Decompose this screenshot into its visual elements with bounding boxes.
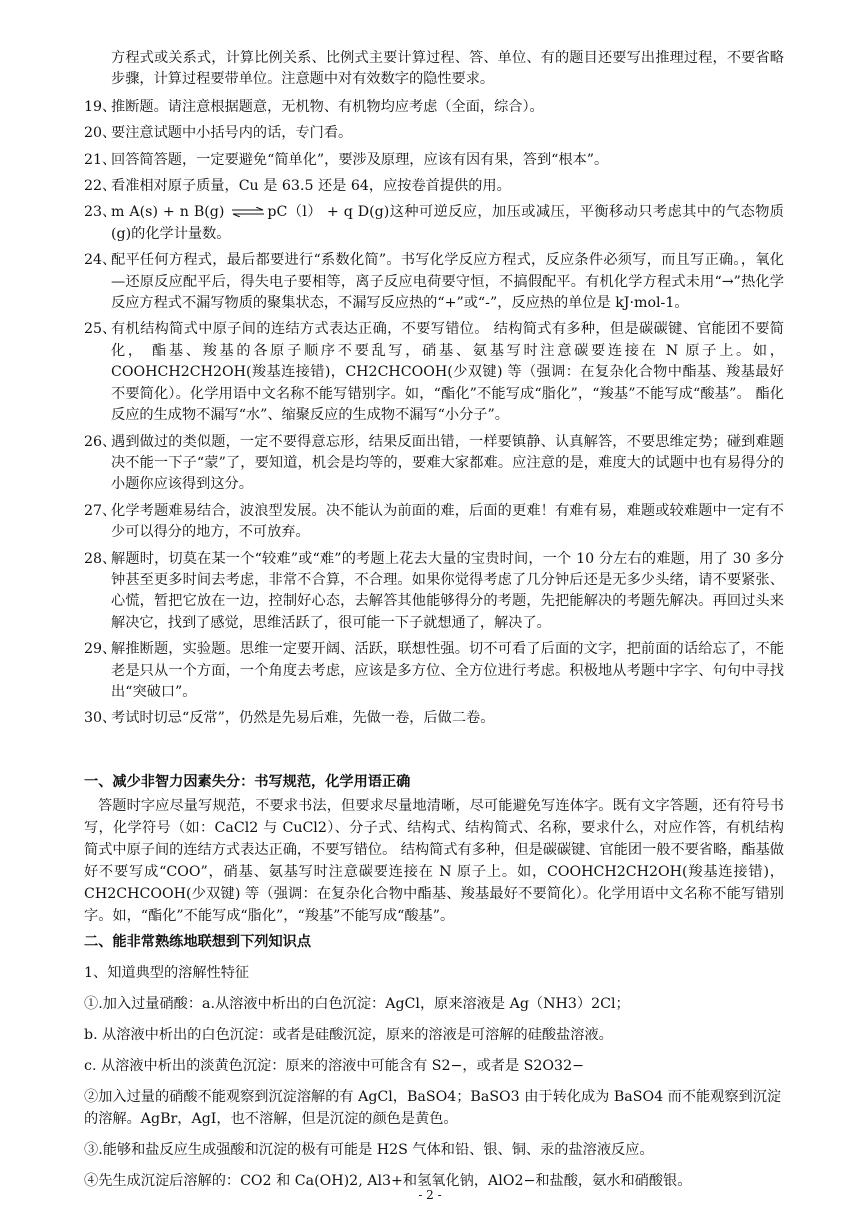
item-number: 26、 xyxy=(84,433,117,450)
list-item-24 xyxy=(84,250,784,314)
list-item-25 xyxy=(84,319,784,426)
item-text: 解题时，切莫在某一个“较难”或“难”的考题上花去大量的宝贵时间，一个 10 分左右的难题，用了 30 多分钟甚至更多时间去考虑，非常不合算，不合理。如果你觉得考虑了几分钟后还是无多少头绪，请不要紧张、心慌，暂把它放在一边，控制好心态，去解答其他能够得分的考题，先把能解决的考题先解决。再回过头来解决它，找到了感觉，思维活跃了，很可能一下子就想通了，解决了。 xyxy=(111,550,784,631)
item-text: 解推断题，实验题。思维一定要开阔、活跃，联想性强。切不可看了后面的文字，把前面的话给忘了，不能老是只从一个方面，一个角度去考虑，应该是多方位、全方位进行考虑。积极地从考题中字字、句句中寻找出“突破口”。 xyxy=(111,641,784,700)
section-2-heading: 二、能非常熟练地联想到下列知识点 xyxy=(84,933,312,950)
item-number: 23、 xyxy=(84,204,117,221)
item-number: 19、 xyxy=(84,98,117,115)
section-2-line: b. 从溶液中析出的白色沉淀：或者是硅酸沉淀，原来的溶液是可溶解的硅酸盐溶液。 xyxy=(84,1026,613,1043)
item-number: 29、 xyxy=(84,641,117,658)
item-text: 考试时切忌“反常”，仍然是先易后难，先做一卷，后做二卷。 xyxy=(111,710,495,727)
list-item xyxy=(84,708,784,729)
item-number: 25、 xyxy=(84,321,117,338)
section-2-line: ④先生成沉淀后溶解的：CO2 和 Ca(OH)2, Al3+和氢氧化钠，AlO2−和盐酸，氨水和硝酸银。 xyxy=(84,1172,692,1189)
item-18-continuation: 方程式或关系式，计算比例关系、比例式主要计算过程、答、单位、有的题目还要写出推理过程，不要省略步骤，计算过程要带单位。注意题中对有效数字的隐性要求。 xyxy=(111,50,784,88)
document-page xyxy=(84,48,784,1201)
list-item xyxy=(84,549,784,635)
item-number: 21、 xyxy=(84,151,117,168)
list-item-23 xyxy=(84,202,784,245)
list-item xyxy=(84,176,784,197)
list-item xyxy=(84,432,784,496)
equation-right: pC（l） + q D(g)这种可逆反应，加压或减压，平衡移动只考虑其中的气态物质(g)的化学计量数。 xyxy=(111,204,784,242)
item-text: 遇到做过的类似题，一定不要得意忘形，结果反面出错，一样要镇静、认真解答，不要思维定势；碰到难题决不能一下子“蒙”了，要知道，机会是均等的，要难大家都难。应注意的是，难度大的试题中也有易得分的小题你应该得到这分。 xyxy=(111,433,784,493)
item-text: 化学考题难易结合，波浪型发展。决不能认为前面的难，后面的更难！有难有易，难题或较难题中一定有不少可以得分的地方，不可放弃。 xyxy=(111,502,784,541)
list-item xyxy=(84,150,784,171)
section-2-line: ③.能够和盐反应生成强酸和沉淀的极有可能是 H2S 气体和铅、银、铜、汞的盐溶液反应。 xyxy=(84,1141,654,1158)
reversible-arrow-icon xyxy=(231,207,265,217)
section-2-line: 1、知道典型的溶解性特征 xyxy=(84,964,250,981)
item-number: 22、 xyxy=(84,178,117,195)
section-1-heading: 一、减少非智力因素失分：书写规范，化学用语正确 xyxy=(84,773,411,790)
list-item xyxy=(84,123,784,144)
list-item xyxy=(84,639,784,703)
item-text: 回答简答题，一定要避免“简单化”，要涉及原理，应该有因有果，答到“根本”。 xyxy=(111,151,609,168)
page-number: - 2 - xyxy=(418,1188,442,1202)
item-text: 看准相对原子质量，Cu 是 63.5 还是 64，应按卷首提供的用。 xyxy=(111,178,511,195)
section-2-line: ②加入过量的硝酸不能观察到沉淀溶解的有 AgCl，BaSO4；BaSO3 由于转化成为 BaSO4 而不能观察到沉淀的溶解。AgBr，AgI，也不溶解，但是沉淀的颜色是黄色。 xyxy=(84,1088,782,1127)
equation-left: m A(s) + n B(g) xyxy=(111,204,230,221)
item-number: 30、 xyxy=(84,710,117,727)
list-item xyxy=(84,97,784,118)
section-2-line: ①.加入过量硝酸：a.从溶液中析出的白色沉淀：AgCl，原来溶液是 Ag（NH3）2Cl； xyxy=(84,995,630,1012)
numbered-list-b xyxy=(84,432,784,730)
item-text: 有机结构简式中原子间的连结方式表达正确，不要写错位。 结构简式有多种，但是碳碳键、官能团不要简化， 酯基、羧基的各原子顺序不要乱写，硝基、氨基写时注意碳要连接在 N 原子上。如，COOHCH2CH2OH(羧基连接错)，CH2CHCOOH(少双键) 等（强调：在复杂化合物中酯基、羧基最好不要简化）。化学用语中文名称不能写错别字。如，“酯化”不能写成“脂化”，“羧基”不能写成“酸基”。 酯化反应的生成物不漏写“水”、缩聚反应的生成物不漏写“小分子”。 xyxy=(111,321,784,424)
item-number: 24、 xyxy=(84,252,117,269)
item-text: 推断题。请注意根据题意，无机物、有机物均应考虑（全面，综合）。 xyxy=(111,98,544,115)
item-number: 20、 xyxy=(84,125,117,142)
numbered-list-a xyxy=(84,97,784,198)
section-2-line: c. 从溶液中析出的淡黄色沉淀：原来的溶液中可能含有 S2−，或者是 S2O32− xyxy=(84,1057,585,1074)
list-item xyxy=(84,501,784,544)
item-text: 要注意试题中小括号内的话，专门看。 xyxy=(111,125,353,142)
item-text: 配平任何方程式，最后都要进行“系数化简”。书写化学反应方程式，反应条件必须写，而且写正确。，氧化—还原反应配平后，得失电子要相等，离子反应电荷要守恒，不搞假配平。有机化学方程式未用“→”热化学反应方程式不漏写物质的聚集状态，不漏写反应热的“+”或“-”，反应热的单位是 kJ·mol-1。 xyxy=(111,252,784,312)
item-number: 27、 xyxy=(84,502,117,519)
item-number: 28、 xyxy=(84,550,117,567)
section-1-paragraph: 答题时字应尽量写规范，不要求书法，但要求尽量地清晰，尽可能避免写连体字。既有文字答题，还有符号书写，化学符号（如：CaCl2 与 CuCl2）、分子式、结构式、结构简式、名称，要求什么，对应作答，有机结构简式中原子间的连结方式表达正确，不要写错位。 结构简式有多种，但是碳碳键、官能团一般不要省略，酯基做好不要写成“COO”，硝基、氨基写时注意碳要连接在 N 原子上。如，COOHCH2CH2OH(羧基连接错)，CH2CHCOOH(少双键) 等（强调：在复杂化合物中酯基、羧基最好不要简化）。化学用语中文名称不能写错别字。如，“酯化”不能写成“脂化”，“羧基”不能写成“酸基”。 xyxy=(84,797,784,924)
